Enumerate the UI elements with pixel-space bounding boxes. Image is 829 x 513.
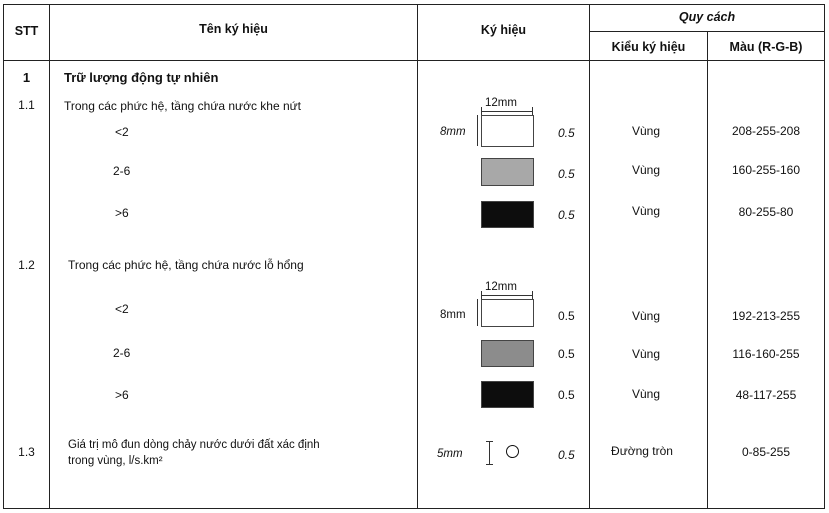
row-name: >6 [115, 388, 129, 402]
group-title: Trong các phức hệ, tầng chứa nước khe nứt [64, 99, 302, 113]
line-width: 0.5 [558, 167, 575, 181]
circle-size-label: 5mm [437, 448, 463, 460]
width-dimension-line [481, 295, 533, 296]
rgb-color: 0-85-255 [741, 445, 791, 459]
area-symbol-swatch [481, 340, 534, 367]
rgb-color: 80-255-80 [738, 205, 794, 219]
header-bottom-border [3, 60, 825, 61]
height-dimension-line [477, 299, 478, 326]
header-stt: STT [14, 24, 39, 38]
symbol-style: Vùng [631, 124, 661, 138]
circle-size-bracket [489, 441, 490, 465]
line-width: 0.5 [558, 309, 575, 323]
rgb-color: 208-255-208 [731, 124, 801, 138]
item-name-line2: trong vùng, l/s.km² [68, 455, 163, 467]
row-name: 2-6 [113, 164, 131, 178]
section-title: Trữ lượng động tự nhiên [64, 70, 219, 85]
symbol-style: Vùng [631, 204, 661, 218]
header-spec: Quy cách [678, 10, 736, 24]
symbol-style: Vùng [631, 163, 661, 177]
area-symbol-swatch [481, 158, 534, 186]
rgb-color: 116-160-255 [732, 347, 800, 361]
row-name: <2 [115, 302, 129, 316]
rgb-color: 48-117-255 [735, 388, 797, 402]
column-divider-symbol [589, 4, 590, 509]
area-symbol-swatch [481, 201, 534, 228]
column-divider-name [417, 4, 418, 509]
height-dimension-line [477, 115, 478, 146]
rgb-color: 160-255-160 [731, 163, 801, 177]
column-divider-stt [49, 4, 50, 509]
header-color: Màu (R-G-B) [729, 40, 803, 54]
group-title: Trong các phức hệ, tầng chứa nước lỗ hổng [68, 258, 304, 272]
rgb-color: 192-213-255 [731, 309, 801, 323]
line-width: 0.5 [558, 208, 575, 222]
table-border-bottom [3, 508, 825, 509]
item-stt: 1.3 [18, 445, 35, 459]
row-name: <2 [115, 125, 129, 139]
column-divider-color [707, 31, 708, 509]
header-spec-divider [589, 31, 825, 32]
area-symbol-swatch [481, 115, 534, 147]
table-border-top [3, 4, 825, 5]
width-dimension-label: 12mm [485, 281, 517, 293]
circle-size-bracket-top [486, 441, 493, 442]
width-dimension-line [481, 111, 533, 112]
header-name: Tên ký hiệu [199, 22, 268, 36]
symbol-style: Vùng [631, 309, 661, 323]
symbol-style: Đường tròn [611, 444, 673, 458]
circle-size-bracket-bottom [486, 464, 493, 465]
symbol-style: Vùng [631, 387, 661, 401]
area-symbol-swatch [481, 299, 534, 327]
line-width: 0.5 [558, 388, 575, 402]
width-dimension-label: 12mm [485, 97, 517, 109]
section-stt: 1 [22, 70, 31, 85]
line-width: 0.5 [558, 448, 575, 462]
row-name: 2-6 [113, 346, 131, 360]
circle-symbol [506, 445, 519, 458]
header-symbol: Ký hiệu [480, 23, 527, 37]
line-width: 0.5 [558, 126, 575, 140]
table-border-right [824, 4, 825, 509]
line-width: 0.5 [558, 347, 575, 361]
symbol-style: Vùng [631, 347, 661, 361]
height-dimension-label: 8mm [440, 309, 466, 321]
item-name-line1: Giá trị mô đun dòng chảy nước dưới đất xác định [68, 439, 320, 451]
group-stt: 1.2 [18, 258, 35, 272]
header-style: Kiểu ký hiệu [611, 40, 686, 54]
height-dimension-label: 8mm [440, 126, 466, 138]
group-stt: 1.1 [18, 98, 35, 112]
area-symbol-swatch [481, 381, 534, 408]
row-name: >6 [115, 206, 129, 220]
